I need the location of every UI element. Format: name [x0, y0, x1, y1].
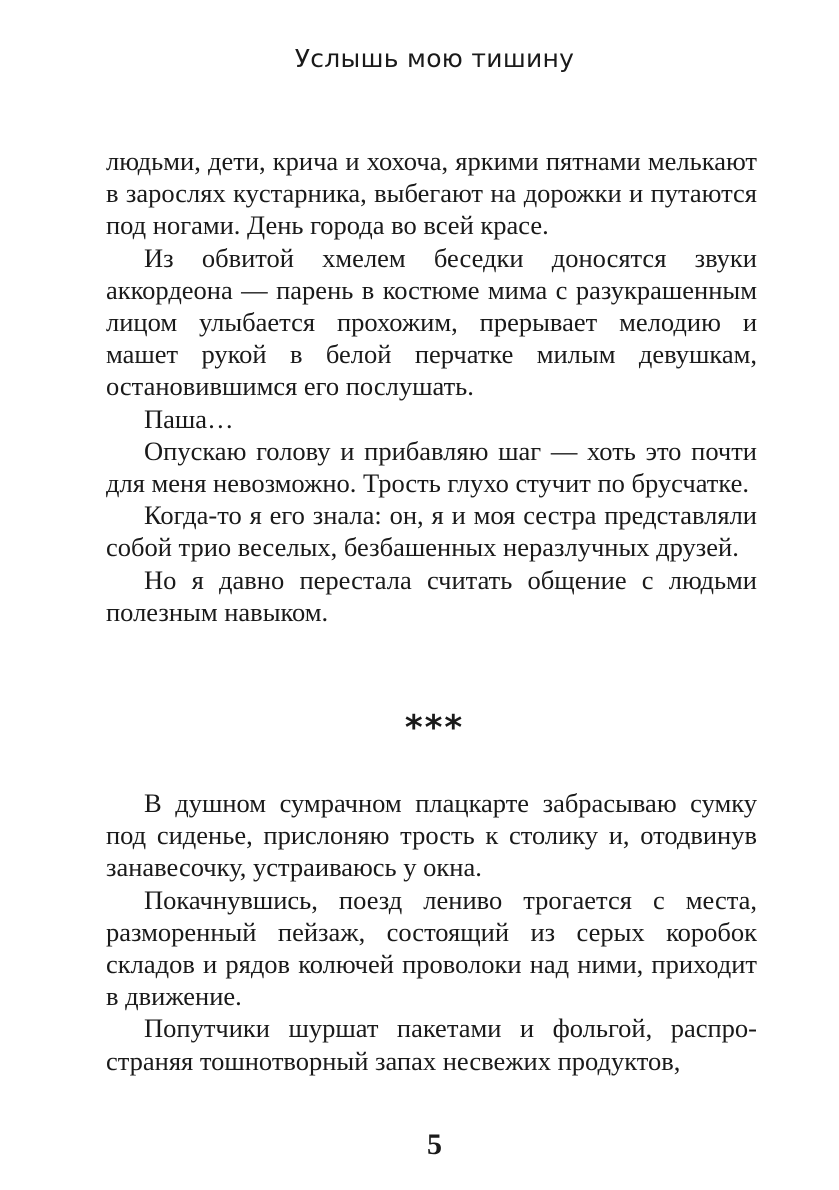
paragraph: В душном сумрачном плацкарте забрасываю сумку под сиденье, прислоняю трость к столику и, отодвинув занавесочку, устраиваюсь у окна. — [106, 788, 757, 883]
paragraph: Но я давно перестала считать общение с людьми полезным навыком. — [106, 564, 757, 627]
paragraph: Когда-то я его знала: он, я и моя сестра представляли собой трио веселых, безбашенных неразлучных друзей. — [106, 500, 757, 563]
paragraph: Покачнувшись, поезд лениво трогается с места, разморенный пейзаж, состоящий из серых коробок складов и рядов колючей проволоки над ними, приходит в движение. — [106, 884, 757, 1012]
paragraph: людьми, дети, крича и хохоча, яркими пятнами мелькают в зарослях кустарника, выбегают на дорожки и путаются под ногами. День города во всей красе. — [106, 146, 757, 241]
paragraph: Попутчики шуршат пакетами и фольгой, распространяя тошнотворный запах несвежих продуктов, — [106, 1013, 757, 1076]
page-number: 5 — [427, 1128, 442, 1161]
text-section-2 — [106, 787, 757, 1077]
paragraph: Опускаю голову и прибавляю шаг — хоть это почти для меня невозможно. Трость глухо стучит по брусчатке. — [106, 435, 757, 499]
running-title: Услышь мою тишину — [294, 44, 575, 73]
text-section-1 — [106, 145, 757, 628]
section-separator: *** — [404, 708, 465, 748]
paragraph: Паша… — [144, 403, 234, 434]
paragraph: Из обвитой хмелем беседки доносятся звуки аккордеона — парень в костюме мима с разукрашенным лицом улыбается прохожим, прерывает мелодию и машет рукой в белой перчатке милым девушкам, остановившимся его послушать. — [106, 242, 757, 402]
